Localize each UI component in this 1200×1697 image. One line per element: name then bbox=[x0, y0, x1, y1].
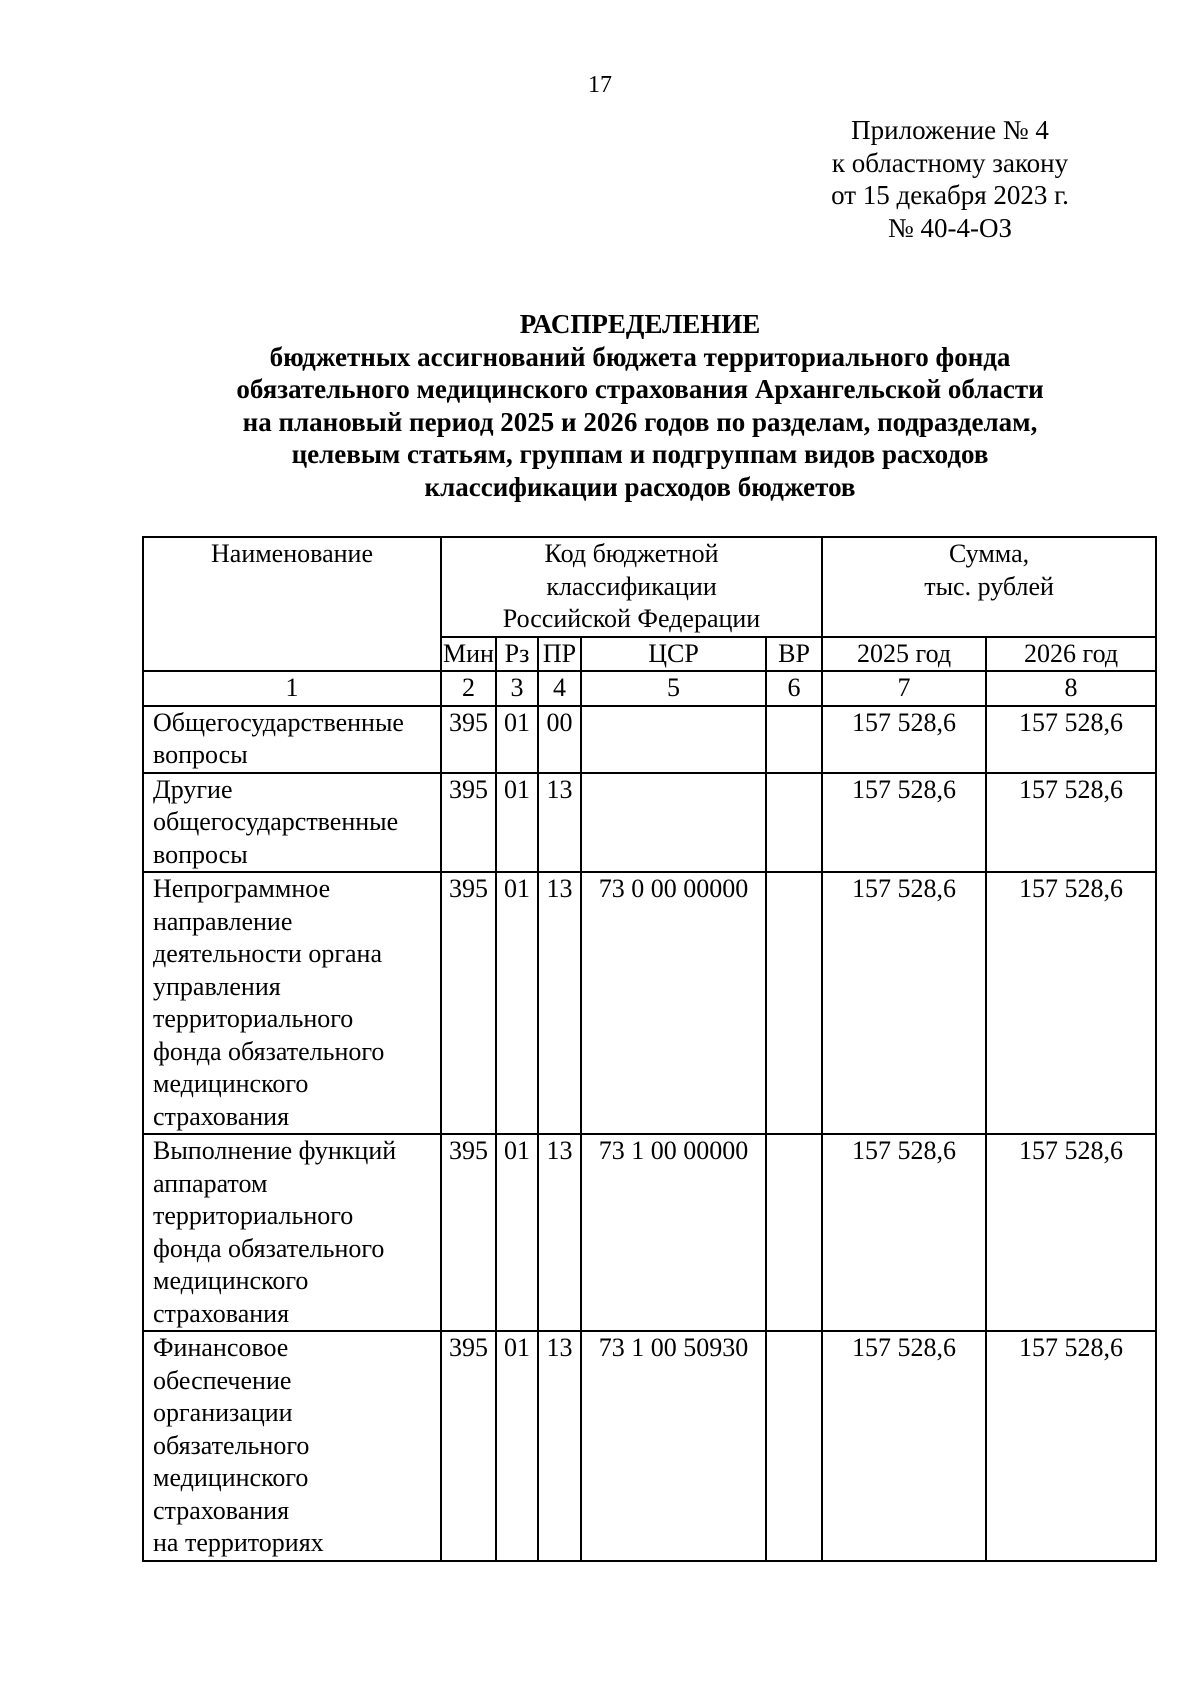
row-rz: 01 bbox=[496, 872, 538, 1134]
header-csr: ЦСР bbox=[581, 637, 766, 672]
column-number: 1 bbox=[143, 671, 441, 706]
header-code-line: классификации bbox=[546, 571, 717, 601]
row-csr bbox=[581, 706, 766, 773]
row-name bbox=[143, 706, 441, 773]
row-amount-2025: 157 528,6 bbox=[822, 1134, 986, 1331]
appendix-reference bbox=[800, 114, 1100, 244]
column-number: 6 bbox=[766, 671, 822, 706]
row-name-line: вопросы bbox=[153, 839, 248, 869]
title-heading: РАСПРЕДЕЛЕНИЕ bbox=[519, 309, 761, 339]
row-amount-2026: 157 528,6 bbox=[986, 773, 1156, 873]
row-pr: 13 bbox=[538, 1331, 581, 1561]
row-min: 395 bbox=[441, 1134, 496, 1331]
title-line: целевым статьям, группам и подгруппам видов расходов bbox=[291, 439, 989, 469]
row-name-line: направление bbox=[153, 906, 293, 936]
header-code-line: Российской Федерации bbox=[502, 604, 761, 633]
column-number: 2 bbox=[441, 671, 496, 706]
table-row bbox=[143, 706, 1156, 773]
header-name-label: Наименование bbox=[211, 539, 373, 568]
row-name-line: Другие bbox=[153, 774, 233, 804]
header-2026: 2026 год bbox=[986, 637, 1156, 672]
row-name-line: Выполнение функций bbox=[153, 1136, 397, 1165]
row-name-line: медицинского bbox=[153, 1069, 309, 1098]
header-code-line: Код бюджетной bbox=[544, 539, 719, 568]
row-min: 395 bbox=[441, 1331, 496, 1561]
row-amount-2025: 157 528,6 bbox=[822, 706, 986, 773]
header-2025: 2025 год bbox=[822, 637, 986, 672]
row-name bbox=[143, 773, 441, 873]
column-number-row bbox=[143, 671, 1156, 706]
title-line: на плановый период 2025 и 2026 годов по разделам, подразделам, bbox=[242, 406, 1038, 437]
appendix-number: Приложение № 4 bbox=[851, 115, 1049, 145]
row-pr: 13 bbox=[538, 1134, 581, 1331]
row-vr bbox=[766, 1331, 822, 1561]
row-csr: 73 1 00 00000 bbox=[581, 1134, 766, 1331]
row-amount-2025: 157 528,6 bbox=[822, 872, 986, 1134]
row-pr: 13 bbox=[538, 773, 581, 873]
column-number: 7 bbox=[822, 671, 986, 706]
document-title bbox=[60, 308, 1200, 503]
row-name-line: аппаратом bbox=[153, 1168, 268, 1198]
header-name bbox=[143, 537, 441, 671]
header-pr: ПР bbox=[538, 637, 581, 672]
row-amount-2026: 157 528,6 bbox=[986, 706, 1156, 773]
table-row bbox=[143, 773, 1156, 873]
column-number: 8 bbox=[986, 671, 1156, 706]
budget-table bbox=[142, 536, 1157, 1562]
header-rz: Рз bbox=[496, 637, 538, 672]
row-name-line: организации bbox=[153, 1398, 293, 1427]
table-row bbox=[143, 872, 1156, 1134]
header-sum-line: Сумма, bbox=[948, 539, 1030, 568]
row-amount-2026: 157 528,6 bbox=[986, 1134, 1156, 1331]
row-amount-2025: 157 528,6 bbox=[822, 1331, 986, 1561]
title-line: бюджетных ассигнований бюджета территориального фонда bbox=[269, 341, 1011, 372]
row-name bbox=[143, 1331, 441, 1561]
row-name-line: территориального bbox=[153, 1201, 354, 1230]
header-code-group bbox=[441, 537, 822, 637]
row-csr: 73 0 00 00000 bbox=[581, 872, 766, 1134]
row-name-line: обеспечение bbox=[153, 1365, 292, 1395]
row-name-line: фонда обязательного bbox=[153, 1036, 385, 1066]
row-name-line: медицинского bbox=[153, 1463, 309, 1492]
header-min: Мин bbox=[441, 637, 496, 672]
column-number: 4 bbox=[538, 671, 581, 706]
row-name-line: управления bbox=[153, 971, 281, 1001]
row-name-line: вопросы bbox=[153, 740, 248, 769]
appendix-law-number: № 40-4-ОЗ bbox=[887, 212, 1013, 243]
row-min: 395 bbox=[441, 872, 496, 1134]
row-rz: 01 bbox=[496, 773, 538, 873]
header-vr: ВР bbox=[766, 637, 822, 672]
row-name-line: Финансовое bbox=[153, 1333, 289, 1362]
header-sum-group bbox=[822, 537, 1156, 637]
column-number: 5 bbox=[581, 671, 766, 706]
header-row bbox=[143, 537, 1156, 637]
row-csr: 73 1 00 50930 bbox=[581, 1331, 766, 1561]
row-name-line: фонда обязательного bbox=[153, 1233, 385, 1263]
appendix-law-ref: к областному закону bbox=[831, 147, 1069, 178]
row-name-line: Общегосударственные bbox=[153, 707, 404, 737]
row-amount-2025: 157 528,6 bbox=[822, 773, 986, 873]
row-name bbox=[143, 872, 441, 1134]
page-number: 17 bbox=[588, 72, 612, 98]
appendix-date: от 15 декабря 2023 г. bbox=[831, 180, 1069, 210]
row-name-line: на территориях bbox=[153, 1528, 324, 1557]
row-amount-2026: 157 528,6 bbox=[986, 1331, 1156, 1561]
row-name-line: обязательного bbox=[153, 1430, 310, 1460]
row-name-line: деятельности органа bbox=[153, 939, 382, 968]
row-name-line: страхования bbox=[153, 1298, 290, 1328]
row-name bbox=[143, 1134, 441, 1331]
row-rz: 01 bbox=[496, 706, 538, 773]
table-row bbox=[143, 1134, 1156, 1331]
header-sum-line: тыс. рублей bbox=[924, 571, 1054, 601]
row-name-line: территориального bbox=[153, 1004, 354, 1033]
row-min: 395 bbox=[441, 773, 496, 873]
row-amount-2026: 157 528,6 bbox=[986, 872, 1156, 1134]
row-name-line: страхования bbox=[153, 1101, 290, 1131]
row-min: 395 bbox=[441, 706, 496, 773]
row-rz: 01 bbox=[496, 1134, 538, 1331]
row-rz: 01 bbox=[496, 1331, 538, 1561]
row-pr: 00 bbox=[538, 706, 581, 773]
row-vr bbox=[766, 773, 822, 873]
row-csr bbox=[581, 773, 766, 873]
column-number: 3 bbox=[496, 671, 538, 706]
row-name-line: Непрограммное bbox=[153, 874, 331, 903]
row-vr bbox=[766, 872, 822, 1134]
title-line: обязательного медицинского страхования Архангельской области bbox=[236, 374, 1044, 404]
table-row bbox=[143, 1331, 1156, 1561]
row-vr bbox=[766, 706, 822, 773]
title-line: классификации расходов бюджетов bbox=[424, 471, 856, 502]
row-pr: 13 bbox=[538, 872, 581, 1134]
row-name-line: медицинского bbox=[153, 1266, 309, 1295]
row-name-line: страхования bbox=[153, 1495, 290, 1525]
row-vr bbox=[766, 1134, 822, 1331]
row-name-line: общегосударственные bbox=[153, 807, 399, 836]
